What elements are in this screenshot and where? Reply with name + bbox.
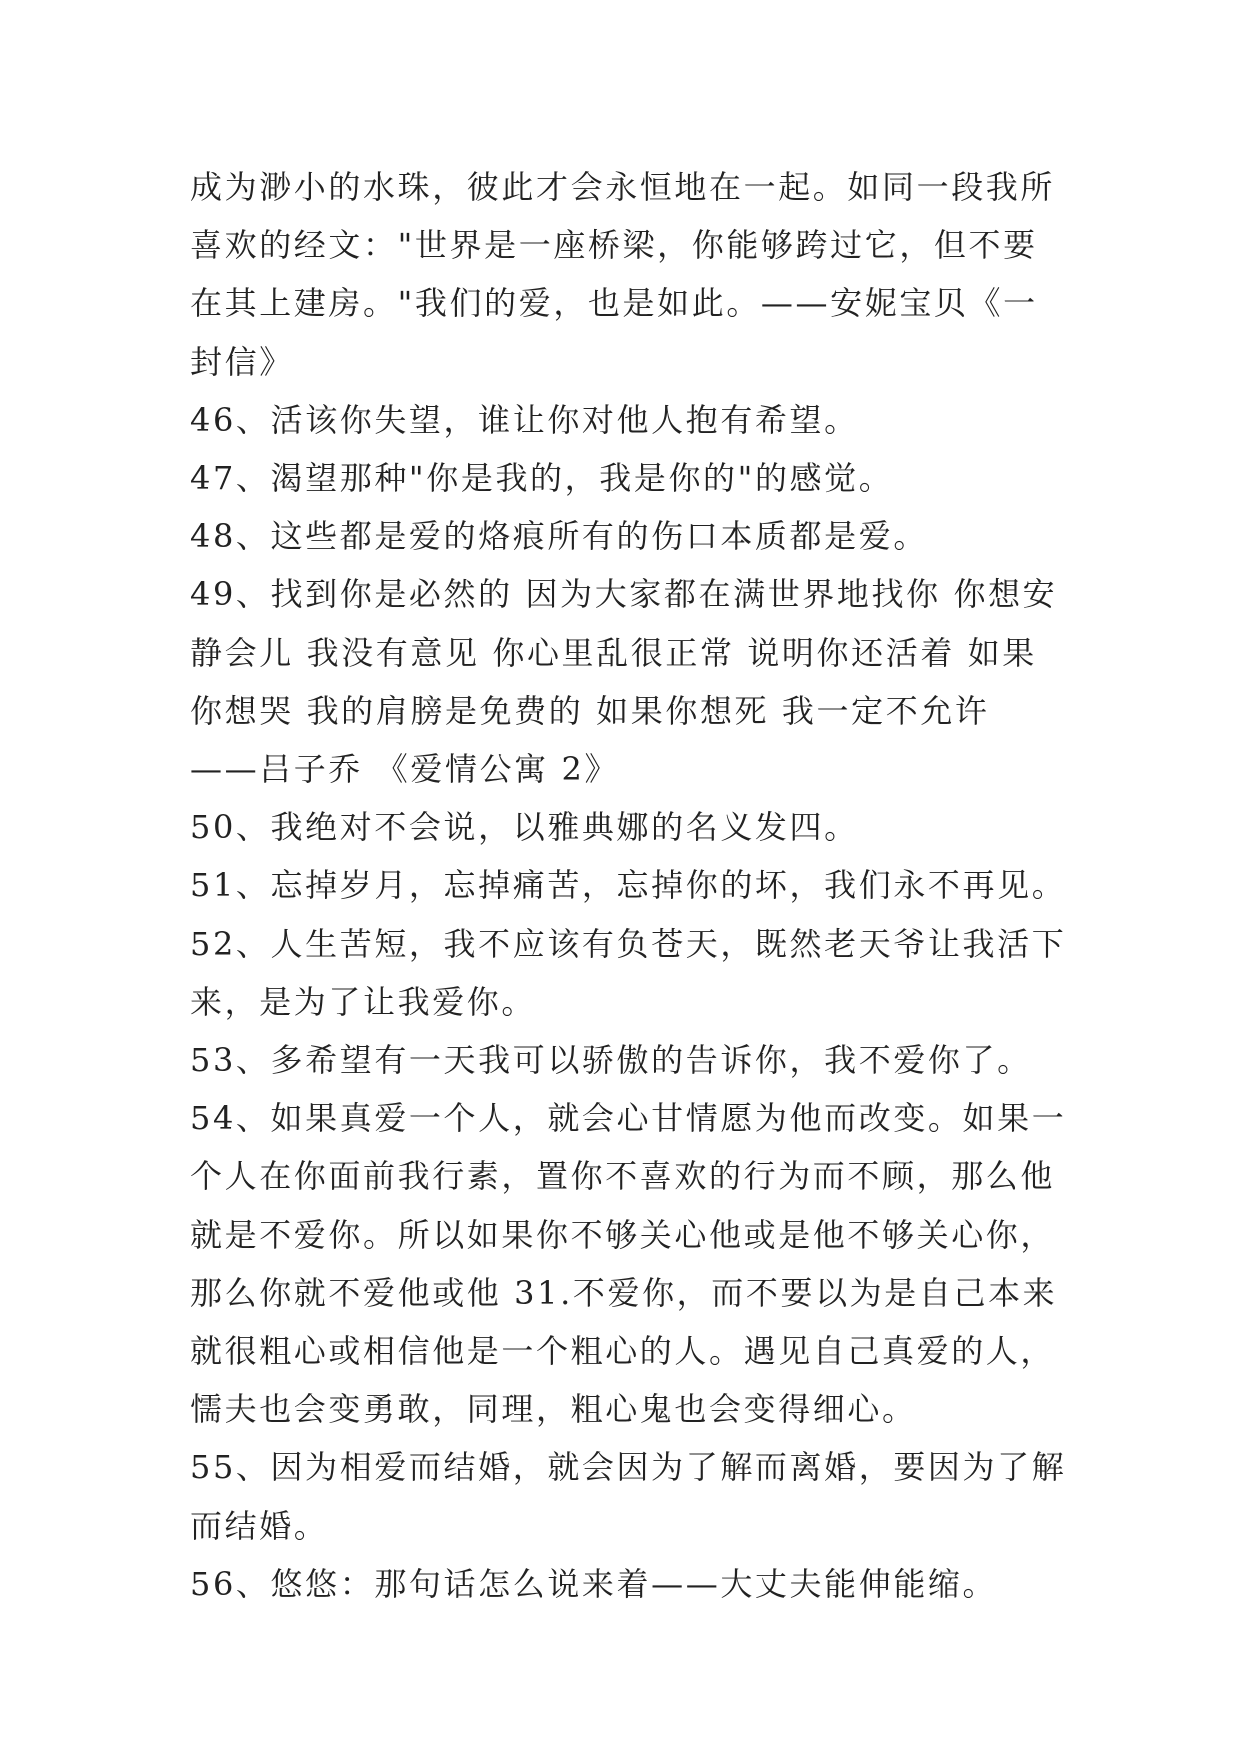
quote-item-54: 54、如果真爱一个人，就会心甘情愿为他而改变。如果一个人在你面前我行素，置你不喜欢的行为而不顾，那么他就是不爱你。所以如果你不够关心他或是他不够关心你，那么你就不爱他或他 31.不爱你，而不要以为是自己本来就很粗心或相信他是一个粗心的人。遇见自己真爱的人，懦夫也会变勇敢，同理，粗心鬼也会变得细心。 (190, 1099, 1067, 1429)
quote-item-47: 47、渴望那种"你是我的，我是你的"的感觉。 (190, 459, 894, 498)
quote-item-55: 55、因为相爱而结婚，就会因为了解而离婚，要因为了解而结婚。 (190, 1448, 1067, 1545)
quote-item-53: 53、多希望有一天我可以骄傲的告诉你，我不爱你了。 (190, 1041, 1032, 1080)
quote-item-56: 56、悠悠：那句话怎么说来着——大丈夫能伸能缩。 (190, 1564, 998, 1603)
quote-item-46: 46、活该你失望，谁让你对他人抱有希望。 (190, 400, 859, 439)
quote-item-49: 49、找到你是必然的 因为大家都在满世界地找你 你想安静会儿 我没有意见 你心里乱很正常 说明你还活着 如果你想哭 我的肩膀是免费的 如果你想死 我一定不允许 ——吕子乔 《爱情公寓 2》 (190, 575, 1058, 789)
paragraph-continuation: 成为渺小的水珠，彼此才会永恒地在一起。如同一段我所喜欢的经文："世界是一座桥梁，你能够跨过它，但不要在其上建房。"我们的爱，也是如此。——安妮宝贝《一封信》 (190, 168, 1056, 381)
quote-item-52: 52、人生苦短，我不应该有负苍天，既然老天爷让我活下来，是为了让我爱你。 (190, 924, 1067, 1021)
quote-item-51: 51、忘掉岁月，忘掉痛苦，忘掉你的坏，我们永不再见。 (190, 866, 1067, 905)
quote-item-48: 48、这些都是爱的烙痕所有的伤口本质都是爱。 (190, 517, 928, 556)
quote-item-50: 50、我绝对不会说，以雅典娜的名义发四。 (190, 808, 859, 847)
document-body (190, 158, 1070, 1613)
